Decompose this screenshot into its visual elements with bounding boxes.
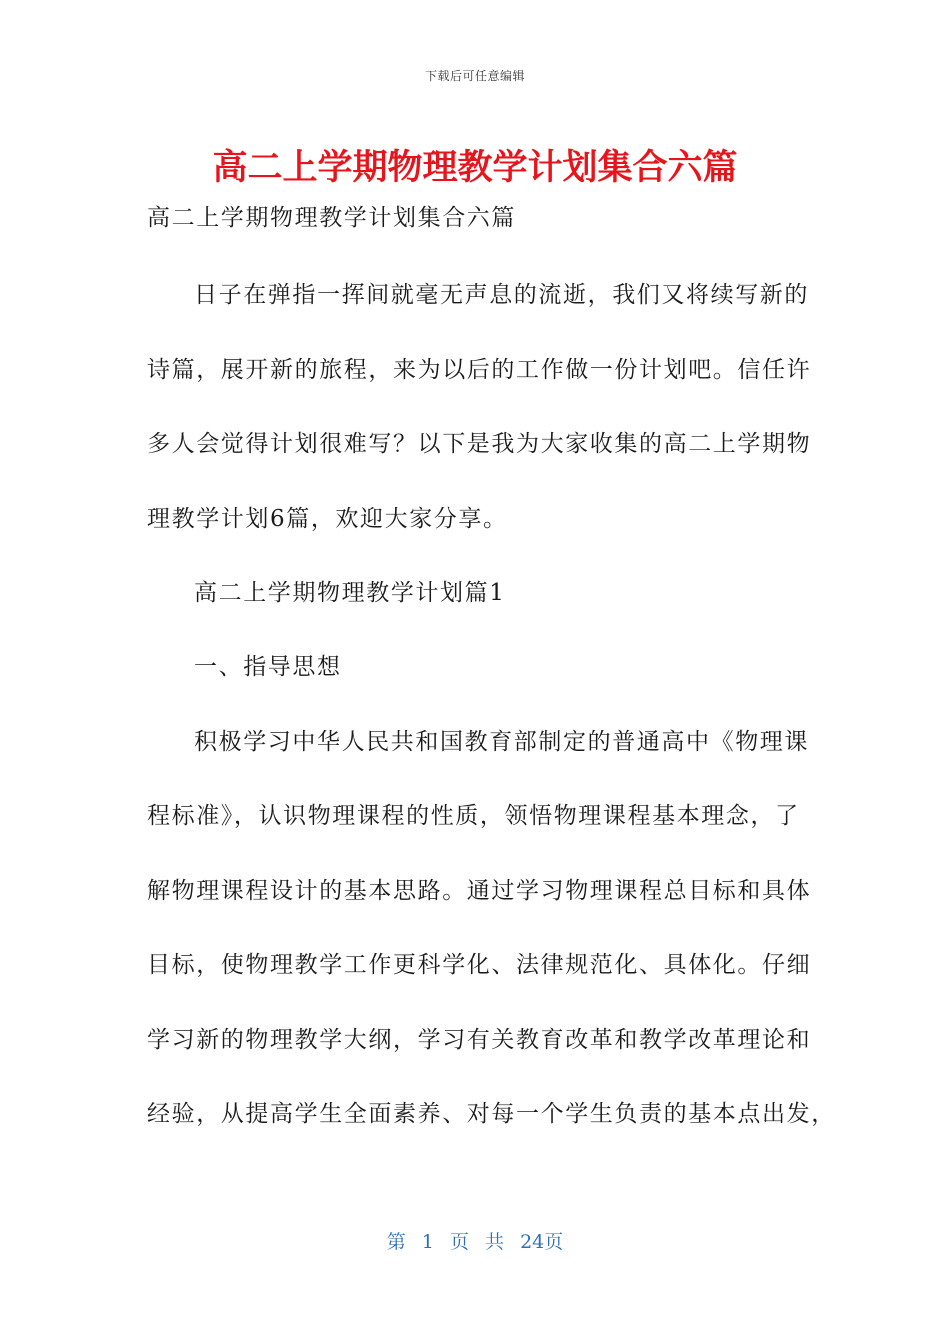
paragraph-line: 程标准》，认识物理课程的性质，领悟物理课程基本理念，了 <box>147 803 800 829</box>
footer-label-total: 共 <box>485 1231 505 1253</box>
footer-label-before: 第 <box>386 1231 406 1253</box>
paragraph-line: 解物理课程设计的基本思路。通过学习物理课程总目标和具体 <box>147 878 812 904</box>
paragraph-line: 经验，从提高学生全面素养、对每一个学生负责的基本点出发， <box>147 1101 836 1127</box>
footer-label-middle: 页 <box>449 1231 469 1253</box>
paragraph-line: 学习新的物理教学大纲，学习有关教育改革和教学改革理论和 <box>147 1027 812 1053</box>
paragraph-line: 目标，使物理教学工作更科学化、法律规范化、具体化。仔细 <box>147 952 812 978</box>
paragraph-line: 诗篇，展开新的旅程，来为以后的工作做一份计划吧。信任许 <box>147 357 812 383</box>
document-title: 高二上学期物理教学计划集合六篇 <box>212 148 738 188</box>
header-note: 下载后可任意编辑 <box>424 69 525 83</box>
paragraph-line: 多人会觉得计划很难写？以下是我为大家收集的高二上学期物 <box>147 431 812 457</box>
paragraph-line: 积极学习中华人民共和国教育部制定的普通高中《物理课 <box>194 729 809 755</box>
paragraph-line: 日子在弹指一挥间就毫无声息的流逝，我们又将续写新的 <box>194 282 809 308</box>
subtitle-line: 高二上学期物理教学计划集合六篇 <box>147 205 516 231</box>
footer-total-pages: 24页 <box>520 1231 564 1253</box>
subsection-heading: 一、指导思想 <box>194 654 342 680</box>
page-footer <box>0 1227 950 1254</box>
section-heading: 高二上学期物理教学计划篇1 <box>194 580 506 606</box>
footer-page-number: 1 <box>421 1231 434 1253</box>
paragraph-line: 理教学计划6篇，欢迎大家分享。 <box>147 506 508 532</box>
